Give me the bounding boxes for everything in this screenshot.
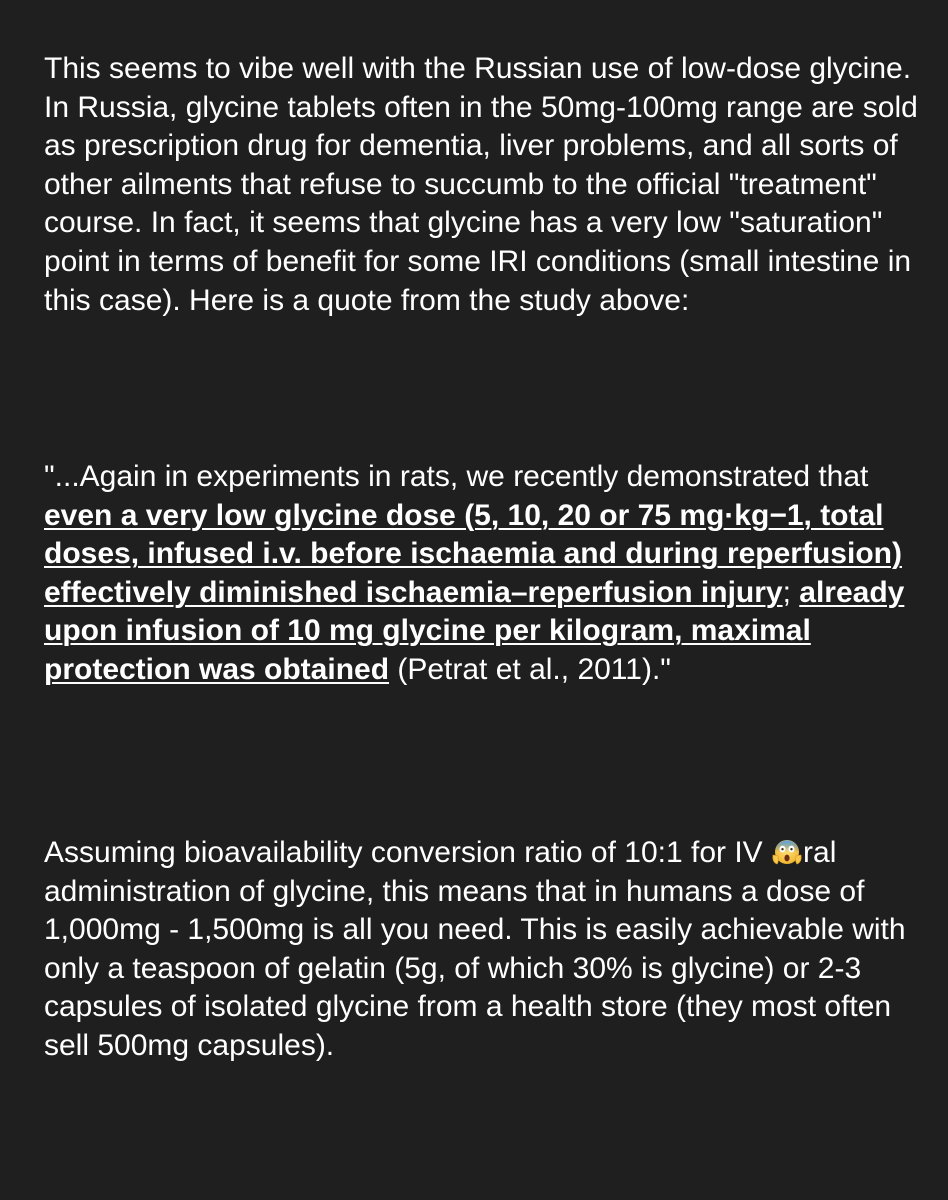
- quote-citation: (Petrat et al., 2011).": [389, 652, 671, 686]
- dosage-body-text: ral administration of glycine, this means that in humans a dose of 1,000mg - 1,500mg is all you need. This is easily achievable with only a teaspoon of gelatin (5g, of which 30% is glycine) or 2-3 capsules of isolated glycine from a health store (they most often sell 500mg capsules).: [44, 836, 906, 1062]
- screaming-face-emoji-icon: [771, 835, 803, 867]
- paragraph-dosage: [44, 834, 924, 1066]
- dosage-lead-text: Assuming bioavailability conversion ratio of 10:1 for IV: [44, 836, 772, 869]
- quote-separator: ;: [782, 575, 800, 609]
- paragraph-quote: [44, 458, 924, 690]
- quote-emphasis-max-protection: already upon infusion of 10 mg glycine per kilogram, maximal protection was obtained: [44, 575, 905, 686]
- quote-emphasis-low-dose: even a very low glycine dose (5, 10, 20 or 75 mg·kg−1, total doses, infused i.v. before ischaemia and during reperfusion) effectively diminished ischaemia–reperfusion injury: [44, 498, 902, 609]
- quote-lead-text: "...Again in experiments in rats, we recently demonstrated that: [44, 460, 869, 493]
- paragraph-intro-text: This seems to vibe well with the Russian use of low-dose glycine. In Russia, glycine tablets often in the 50mg-100mg range are sold as prescription drug for dementia, liver problems, and all sorts of other ailments that refuse to succumb to the official "treatment" course. In fact, it seems that glycine has a very low "saturation" point in terms of benefit for some IRI conditions (small intestine in this case). Here is a quote from the study above:: [44, 52, 918, 317]
- paragraph-intro: [44, 50, 924, 320]
